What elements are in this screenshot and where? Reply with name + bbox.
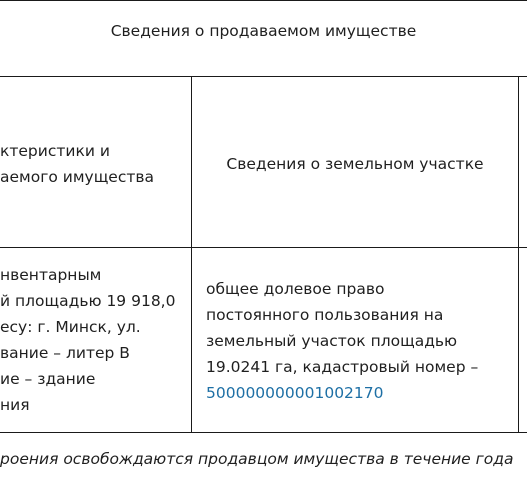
header-left-line-1: ктеристики и [0,142,110,160]
body-right-line-3: земельный участок площадью [206,332,458,350]
table-top-border [0,0,527,1]
body-right-line-2: постоянного пользования на [206,306,444,324]
header-land-plot: Сведения о земельном участке [226,155,484,173]
table-bottom-border [0,432,527,433]
body-left-line-1: нвентарным [0,266,102,284]
body-right-line-1: общее долевое право [206,280,385,298]
table-column-divider [191,76,192,432]
header-left-line-2: аемого имущества [0,168,155,186]
body-left-line-4: вание – литер В [0,344,130,362]
table-row-divider [0,247,527,248]
body-left-line-2: й площадью 19 918,0 [0,292,176,310]
cadastral-number-link[interactable]: 500000000001002170 [206,384,384,402]
body-left-line-3: есу: г. Минск, ул. [0,318,141,336]
table-header-divider [0,76,527,77]
table-right-edge-divider [518,76,519,432]
footnote-text: роения освобождаются продавцом имущества в течение года [0,450,514,468]
table-header-title: Сведения о продаваемом имуществе [110,22,417,40]
body-right-line-4: 19.0241 га, кадастровый номер – [206,358,479,376]
body-left-line-6: ния [0,396,30,414]
body-left-line-5: ие – здание [0,370,96,388]
